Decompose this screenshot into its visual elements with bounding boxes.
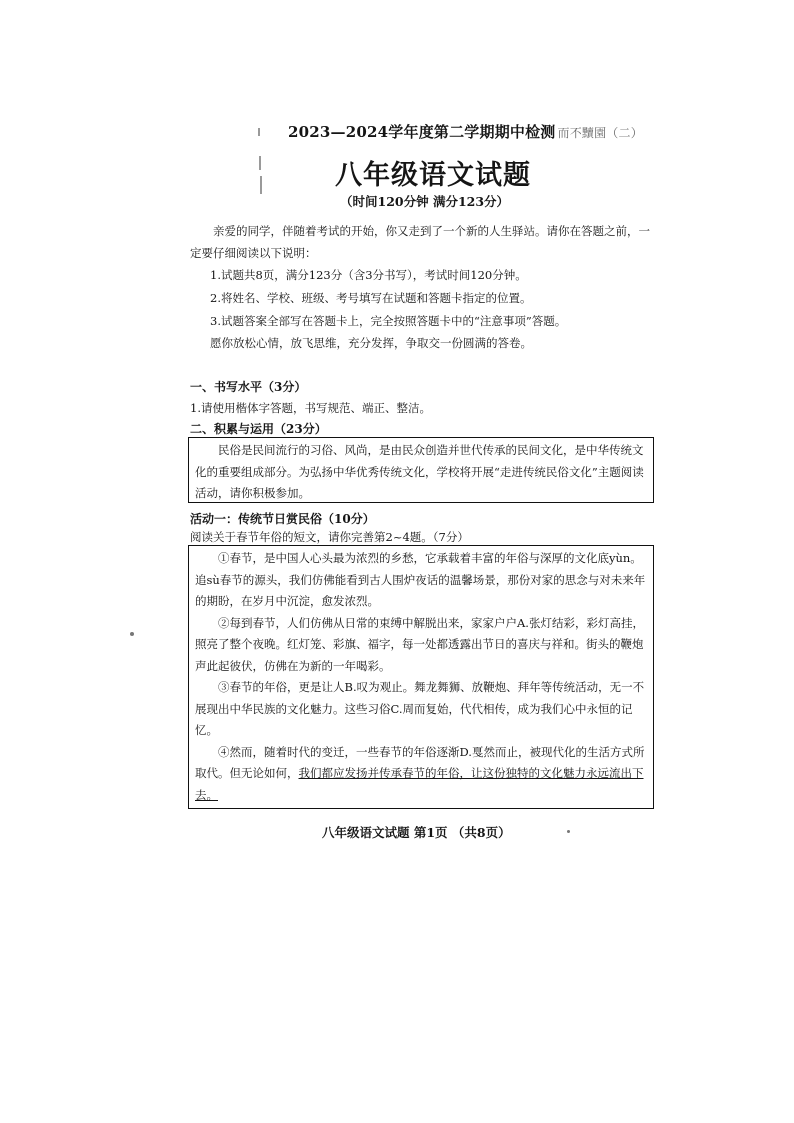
passage-paragraph-1: ①春节，是中国人心头最为浓烈的乡愁，它承载着丰富的年俗与深厚的文化底yùn。追sù春节的源头，我们仿佛能看到古人围炉夜话的温馨场景，那份对家的思念与对未来年的期盼，在岁月中沉淀，愈发浓烈。 [195,551,646,608]
underlined-sentence: 我们都应发扬并传承春节的年俗，让这份独特的文化魅力永远流出下去。 [195,766,644,802]
passage-paragraph-3: ③春节的年俗，更是让人B.叹为观止。舞龙舞狮、放鞭炮、拜年等传统活动，无一不展现出中华民族的文化魅力。这些习俗C.周而复始，代代相传，成为我们心中永恒的记忆。 [195,680,645,737]
instruction-item-2: 2.将姓名、学校、班级、考号填写在试题和答题卡指定的位置。 [210,291,532,305]
good-wishes: 愿你放松心情，放飞思维，充分发挥，争取交一份圆满的答卷。 [210,336,532,350]
instruction-item-1: 1.试题共8页，满分123分（含3分书写），考试时间120分钟。 [210,268,527,282]
activity-1-heading: 活动一：传统节日赏民俗（10分） [190,512,375,526]
page-footer: 八年级语文试题 第1页 （共8页） [322,825,511,840]
intro-paragraph: 亲爱的同学，伴随着考试的开始，你又走到了一个新的人生驿站。请你在答题之前，一定要仔细阅读以下说明： [190,224,650,260]
scan-artifact-dot [567,830,570,833]
scan-artifact-mark [258,128,260,136]
activity-1-instruction: 阅读关于春节年俗的短文，请你完善第2~4题。（7分） [190,530,469,544]
instruction-item-3: 3.试题答案全部写在答题卡上，完全按照答题卡中的“注意事项”答题。 [210,314,567,328]
passage-paragraph-4-text: ④然而，随着时代的变迁，一些春节的年俗逐渐D.戛然而止，被现代化的生活方式所取代。但无论如何， [195,744,645,780]
section-1-heading: 一、书写水平（3分） [190,380,307,394]
passage-paragraph-4 [195,742,647,807]
scan-artifact-mark [259,156,261,170]
page-title: 八年级语文试题 [335,160,531,191]
folk-custom-intro-box [188,437,654,503]
folk-custom-intro-text: 民俗是民间流行的习俗、风尚，是由民众创造并世代传承的民间文化，是中华传统文化的重要组成部分。为弘扬中华优秀传统文化，学校将开展“走进传统民俗文化”主题阅读活动，请你积极参加。 [195,443,644,500]
scan-artifact-dot [130,632,134,636]
exam-period-text: 2023—2024学年度第二学期期中检测 [288,123,556,141]
spring-festival-passage-box [188,545,654,809]
smudged-text: 而不黷園（二） [557,126,643,140]
section-2-heading: 二、积累与运用（23分） [190,422,327,436]
scan-artifact-mark [260,176,262,194]
question-1: 1.请使用楷体字答题，书写规范、端正、整洁。 [190,401,431,415]
exam-period-heading [288,121,643,142]
passage-paragraph-2: ②每到春节，人们仿佛从日常的束缚中解脱出来，家家户户A.张灯结彩，彩灯高挂，照亮了整个夜晚。红灯笼、彩旗、福字，每一处都透露出节日的喜庆与祥和。街头的鞭炮声此起彼伏，仿佛在为新的一年喝彩。 [195,615,644,673]
exam-time-score: （时间120分钟 满分123分） [340,194,510,209]
